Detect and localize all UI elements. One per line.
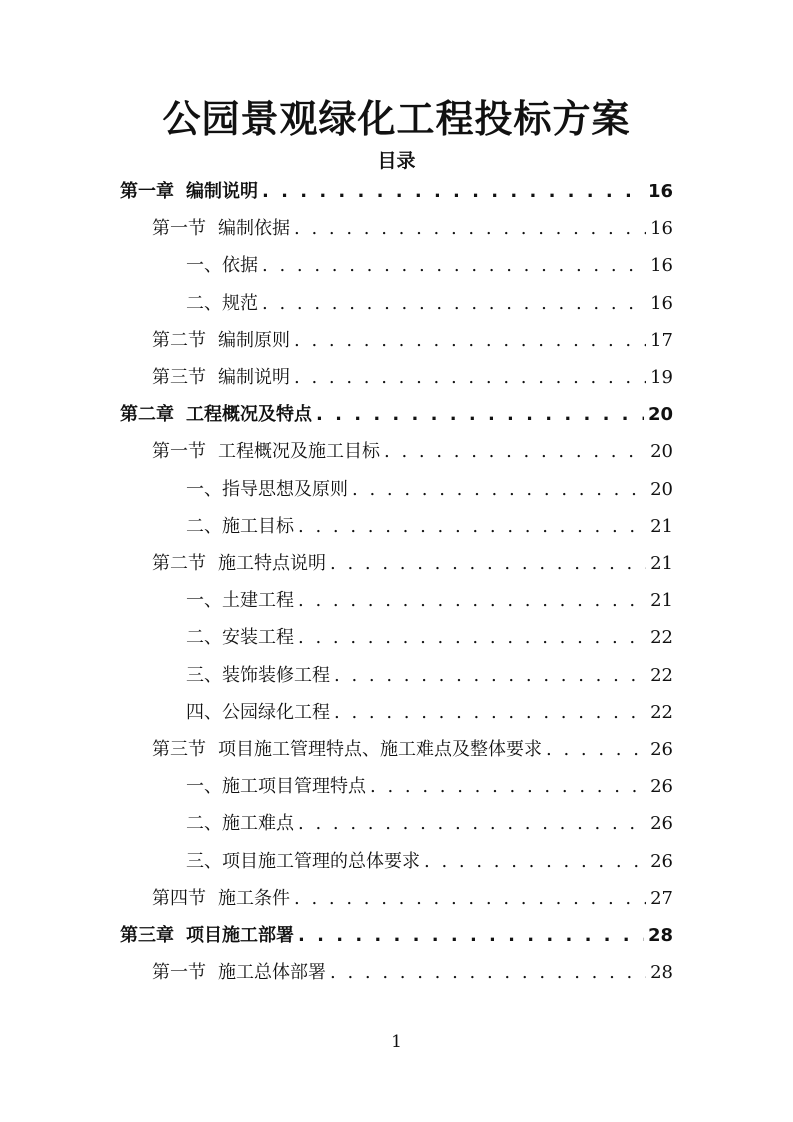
toc-entry-page: 17 — [650, 329, 673, 351]
toc-entry-label — [152, 323, 290, 359]
toc-entry-label — [186, 620, 294, 656]
toc-entry[interactable] — [152, 434, 673, 470]
toc-entry[interactable] — [186, 844, 673, 880]
toc-entry-label — [186, 769, 366, 805]
toc-entry-label — [120, 918, 294, 954]
toc-entry-text: 施工总体部署 — [218, 962, 326, 984]
toc-dot-leader — [262, 286, 646, 322]
toc-entry-text: 一、指导思想及原则 — [186, 478, 348, 500]
toc-entry-text: 四、公园绿化工程 — [186, 701, 330, 723]
toc-dot-leader — [294, 881, 646, 917]
toc-dot-leader — [298, 583, 646, 619]
toc-dot-leader — [298, 509, 646, 545]
toc-dot-leader — [352, 472, 646, 508]
toc-entry-text: 编制说明 — [186, 181, 258, 202]
toc-entry-number: 第三节 — [152, 367, 206, 388]
toc-dot-leader — [384, 434, 646, 470]
toc-entry-number: 第二节 — [152, 329, 206, 351]
toc-entry-number: 第一节 — [152, 962, 206, 984]
toc-entry-label — [186, 509, 294, 545]
toc-entry-label — [186, 658, 330, 694]
toc-entry-text: 项目施工管理特点、施工难点及整体要求 — [218, 739, 542, 760]
toc-entry[interactable] — [152, 323, 673, 359]
toc-entry-page: 21 — [650, 590, 673, 612]
toc-dot-leader — [424, 844, 646, 880]
toc-entry-text: 编制依据 — [218, 218, 290, 240]
toc-entry-page: 16 — [650, 255, 673, 277]
toc-entry-label — [186, 286, 258, 322]
toc-entry[interactable] — [186, 620, 673, 656]
toc-entry-text: 三、项目施工管理的总体要求 — [186, 850, 420, 872]
toc-entry-text: 二、规范 — [186, 292, 258, 314]
toc-entry-number: 第一章 — [120, 181, 174, 202]
toc-entry-text: 一、依据 — [186, 255, 258, 277]
toc-entry-page: 26 — [650, 813, 673, 835]
toc-entry-text: 工程概况及施工目标 — [218, 441, 380, 463]
toc-entry-label — [186, 248, 258, 284]
toc-entry-label — [152, 546, 326, 582]
toc-entry-page: 19 — [650, 367, 673, 388]
toc-dot-leader — [262, 248, 646, 284]
toc-dot-leader — [334, 658, 646, 694]
toc-entry-page: 16 — [650, 218, 673, 240]
toc-entry-text: 项目施工部署 — [186, 925, 294, 946]
toc-entry-number: 第一节 — [152, 441, 206, 463]
toc-entry[interactable] — [152, 955, 673, 991]
toc-entry-label — [186, 472, 348, 508]
toc-entry-page: 16 — [650, 292, 673, 314]
page-number: 1 — [391, 1032, 402, 1052]
toc-entry[interactable] — [186, 286, 673, 322]
toc-entry-number: 第一节 — [152, 218, 206, 240]
toc-entry[interactable] — [186, 695, 673, 731]
toc-entry-number: 第二章 — [120, 404, 174, 426]
toc-dot-leader — [330, 955, 646, 991]
toc-entry-label — [152, 881, 290, 917]
toc-entry-label — [152, 732, 542, 768]
toc-entry-page: 26 — [650, 739, 673, 760]
toc-entry-text: 编制说明 — [218, 367, 290, 388]
toc-entry-label — [152, 211, 290, 247]
toc-dot-leader — [294, 360, 646, 396]
toc-entry[interactable] — [152, 732, 673, 768]
toc-entry-text: 二、安装工程 — [186, 627, 294, 649]
toc-entry-page: 22 — [650, 701, 673, 723]
toc-dot-leader — [316, 397, 644, 433]
toc-entry[interactable] — [152, 211, 673, 247]
toc-dot-leader — [262, 174, 644, 210]
toc-entry-text: 编制原则 — [218, 329, 290, 351]
toc-entry[interactable] — [186, 248, 673, 284]
toc-entry-page: 22 — [650, 627, 673, 649]
toc-entry[interactable] — [186, 583, 673, 619]
toc-entry-page: 28 — [650, 962, 673, 984]
toc-entry-number: 第三节 — [152, 739, 206, 760]
toc-entry[interactable] — [152, 881, 673, 917]
toc-entry[interactable] — [186, 472, 673, 508]
toc-entry-page: 21 — [650, 515, 673, 537]
toc-entry-page: 26 — [650, 850, 673, 872]
toc-entry-label — [152, 360, 290, 396]
toc-entry[interactable] — [120, 918, 673, 954]
toc-dot-leader — [298, 620, 646, 656]
toc-entry[interactable] — [186, 658, 673, 694]
toc-dot-leader — [330, 546, 646, 582]
toc-entry[interactable] — [152, 546, 673, 582]
toc-entry-text: 一、土建工程 — [186, 590, 294, 612]
toc-entry[interactable] — [186, 806, 673, 842]
toc-entry[interactable] — [120, 397, 673, 433]
toc-entry-text: 三、装饰装修工程 — [186, 664, 330, 686]
toc-entry[interactable] — [120, 174, 673, 210]
toc-entry[interactable] — [186, 509, 673, 545]
toc-dot-leader — [298, 806, 646, 842]
toc-entry-text: 二、施工目标 — [186, 515, 294, 537]
toc-entry-text: 一、施工项目管理特点 — [186, 776, 366, 798]
toc-entry-label — [186, 695, 330, 731]
toc-entry-page: 16 — [647, 181, 673, 202]
document-title: 公园景观绿化工程投标方案 — [162, 97, 631, 141]
toc-dot-leader — [334, 695, 646, 731]
toc-entry-page: 20 — [650, 441, 673, 463]
toc-entry-page: 20 — [650, 478, 673, 500]
toc-dot-leader — [294, 323, 646, 359]
toc-entry-page: 26 — [650, 776, 673, 798]
toc-entry-page: 27 — [650, 887, 673, 909]
toc-entry-label — [152, 955, 326, 991]
toc-entry-text: 二、施工难点 — [186, 813, 294, 835]
toc-entry-text: 施工条件 — [218, 887, 290, 909]
toc-entry-label — [120, 174, 258, 210]
toc-dot-leader — [298, 918, 644, 954]
toc-entry-label — [186, 583, 294, 619]
toc-dot-leader — [546, 732, 646, 768]
toc-entry-page: 28 — [647, 925, 673, 946]
toc-entry-page: 20 — [647, 404, 673, 426]
toc-entry-number: 第二节 — [152, 553, 206, 574]
toc-entry-label — [152, 434, 380, 470]
toc-entry-number: 第三章 — [120, 925, 174, 946]
toc-entry-page: 21 — [650, 553, 673, 574]
toc-heading: 目录 — [377, 150, 416, 172]
toc-entry-label — [120, 397, 312, 433]
toc-entry[interactable] — [152, 360, 673, 396]
toc-entry-text: 施工特点说明 — [218, 553, 326, 574]
toc-entry[interactable] — [186, 769, 673, 805]
toc-dot-leader — [294, 211, 646, 247]
toc-entry-text: 工程概况及特点 — [186, 404, 312, 426]
toc-dot-leader — [370, 769, 646, 805]
toc-entry-label — [186, 806, 294, 842]
toc-entry-page: 22 — [650, 664, 673, 686]
toc-entry-label — [186, 844, 420, 880]
toc-entry-number: 第四节 — [152, 887, 206, 909]
